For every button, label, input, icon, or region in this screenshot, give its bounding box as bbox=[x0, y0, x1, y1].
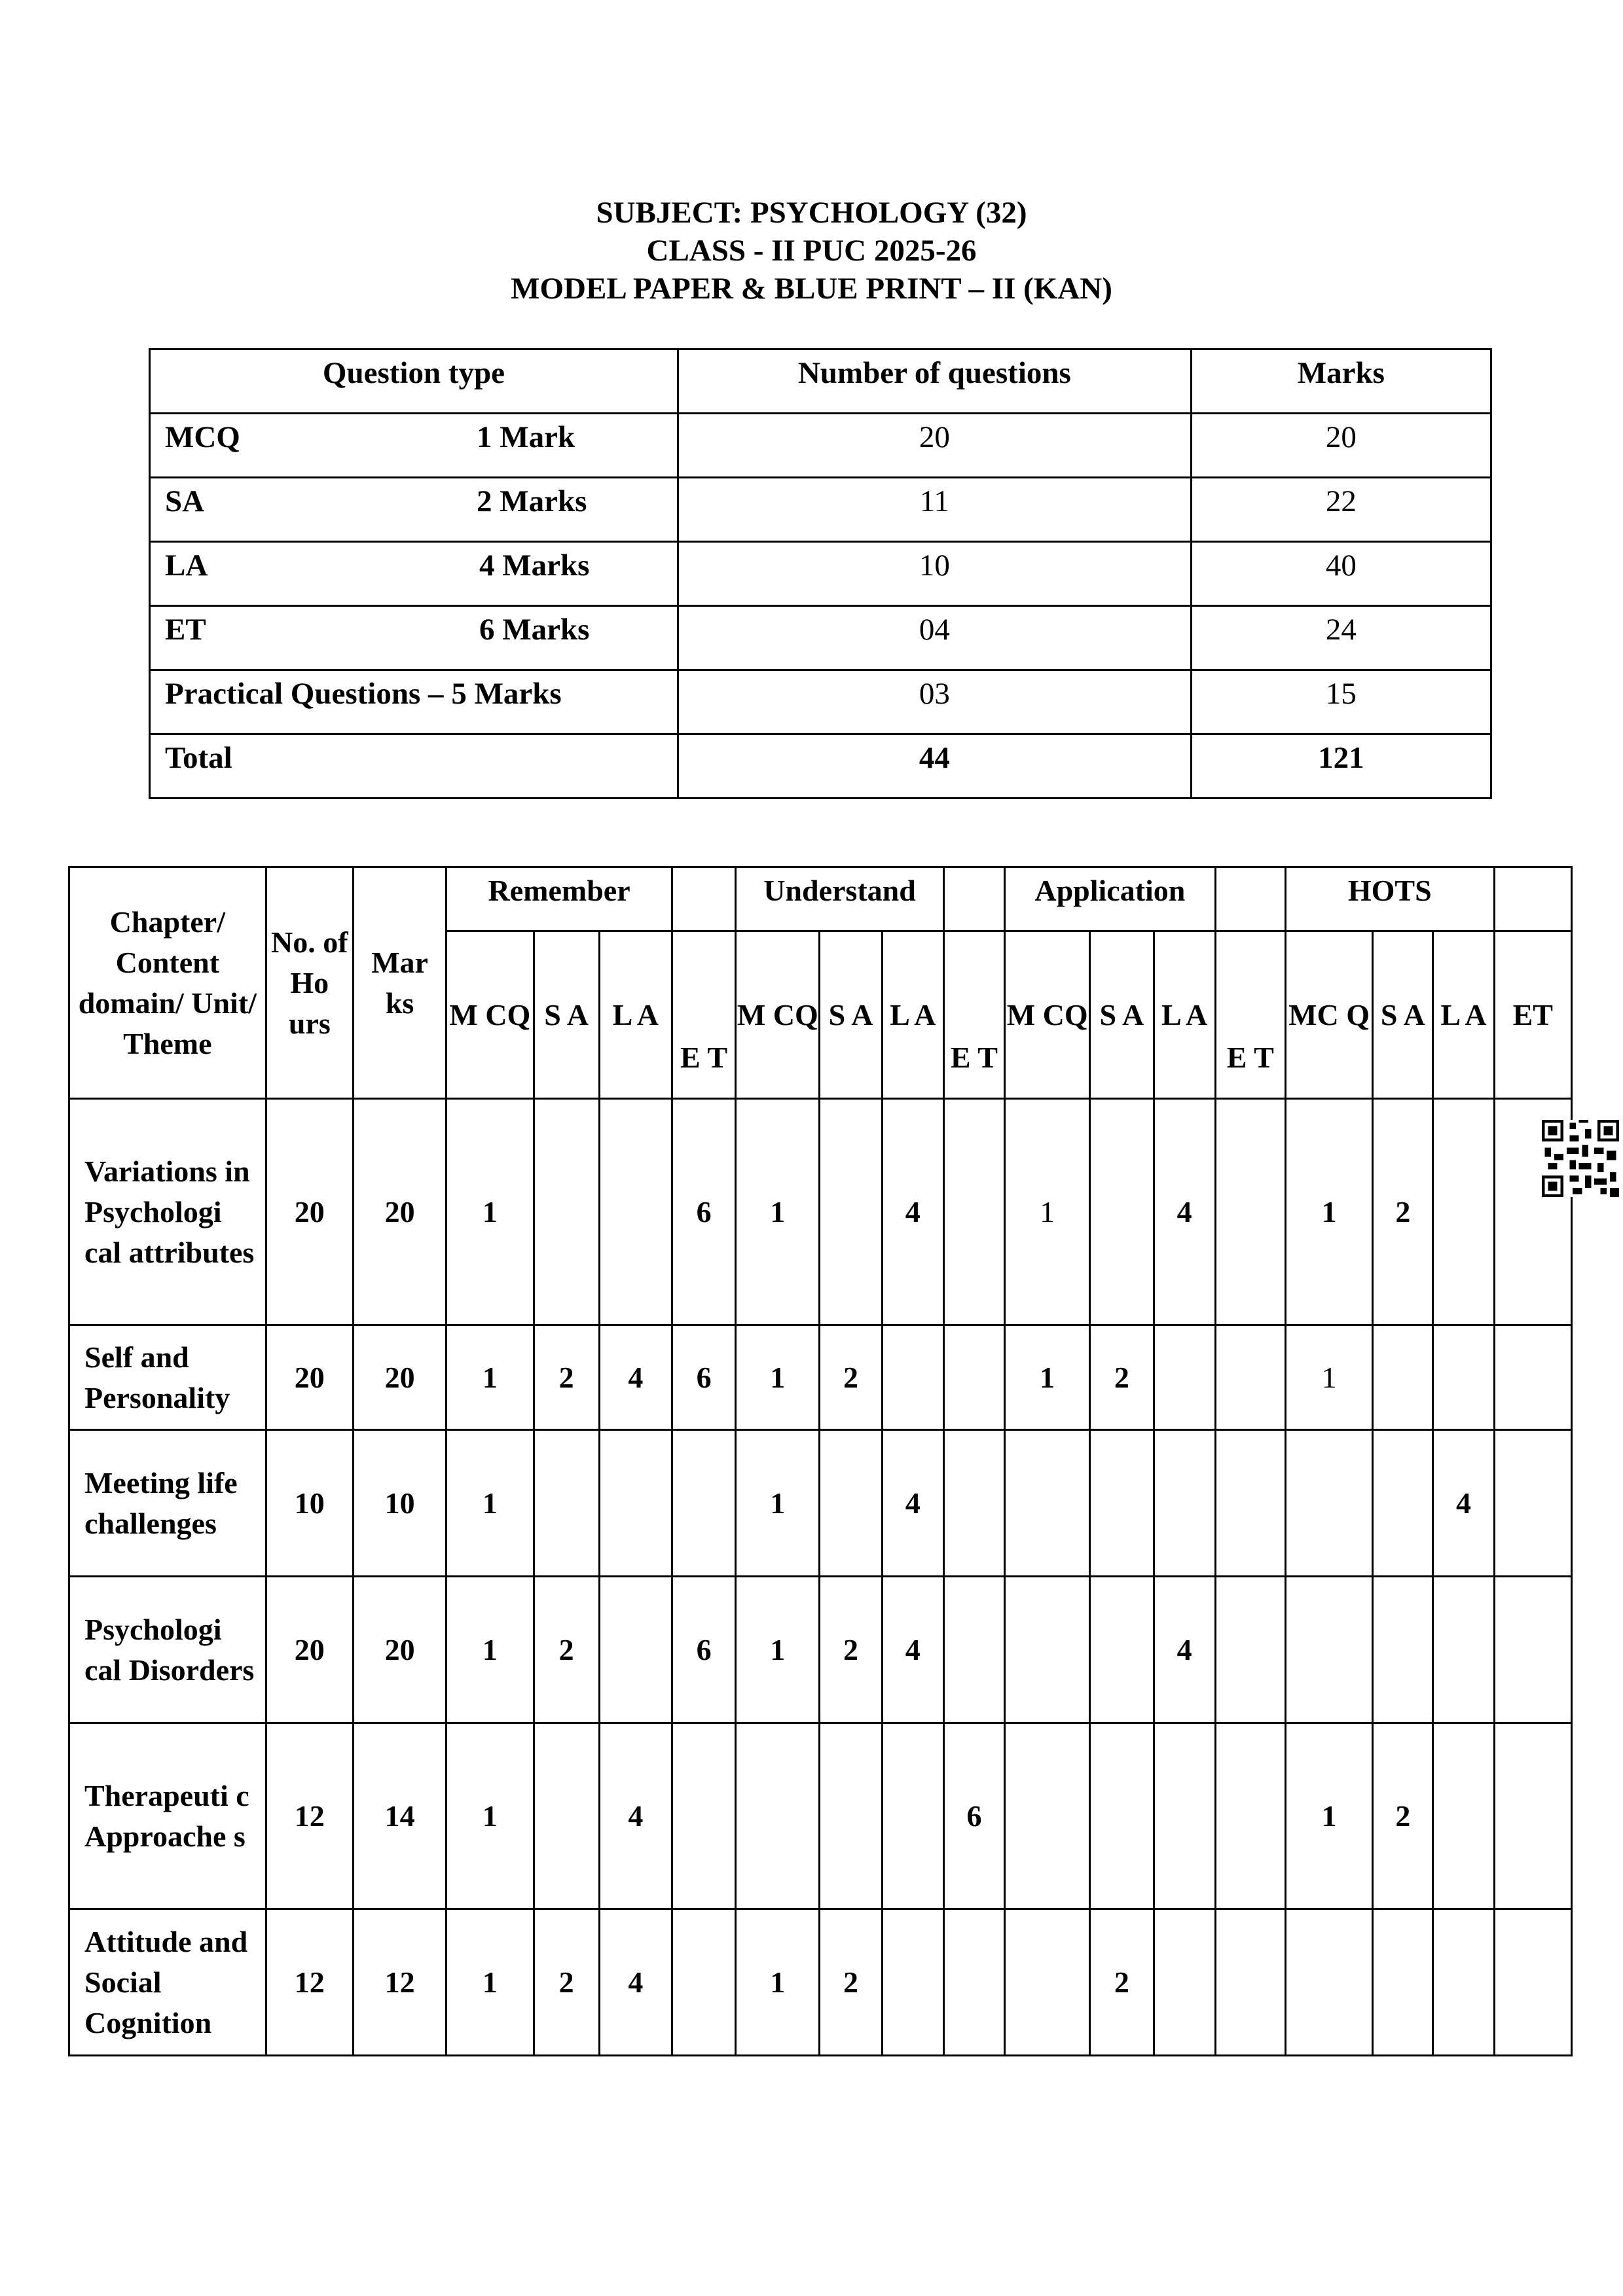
sub-la: L A bbox=[882, 931, 943, 1099]
header-marks: Marks bbox=[1191, 350, 1491, 414]
type-label: MCQ bbox=[165, 420, 240, 454]
sub-la: L A bbox=[1154, 931, 1215, 1099]
blueprint-cell bbox=[534, 1723, 599, 1909]
blueprint-cell: 2 bbox=[534, 1577, 599, 1723]
blueprint-cell: 2 bbox=[1373, 1099, 1433, 1325]
mark-label: 1 Mark bbox=[477, 420, 575, 454]
header-question-type: Question type bbox=[150, 350, 678, 414]
blueprint-cell bbox=[1373, 1909, 1433, 2056]
blueprint-cell: 4 bbox=[599, 1325, 672, 1430]
document-header bbox=[0, 194, 1623, 308]
blueprint-cell: 1 bbox=[447, 1723, 534, 1909]
blueprint-cell bbox=[1494, 1723, 1571, 1909]
hours-cell: 12 bbox=[266, 1723, 353, 1909]
sub-sa: S A bbox=[534, 931, 599, 1099]
sub-la: L A bbox=[1433, 931, 1494, 1099]
blueprint-cell bbox=[882, 1909, 943, 2056]
sub-et: E T bbox=[1215, 931, 1285, 1099]
blueprint-cell bbox=[943, 1099, 1004, 1325]
table-row bbox=[150, 606, 1491, 670]
blueprint-cell: 1 bbox=[1005, 1325, 1090, 1430]
blueprint-cell bbox=[1090, 1577, 1154, 1723]
question-count: 03 bbox=[678, 670, 1191, 734]
blueprint-cell bbox=[1154, 1325, 1215, 1430]
blueprint-cell bbox=[1433, 1577, 1494, 1723]
blueprint-cell bbox=[1373, 1430, 1433, 1577]
blueprint-cell: 4 bbox=[882, 1099, 943, 1325]
blueprint-cell bbox=[1005, 1577, 1090, 1723]
marks-cell: 20 bbox=[353, 1325, 446, 1430]
paper-title: MODEL PAPER & BLUE PRINT – II (KAN) bbox=[511, 272, 1112, 306]
qr-code-icon bbox=[1542, 1120, 1619, 1197]
question-type bbox=[150, 478, 678, 542]
type-label: SA bbox=[165, 484, 205, 518]
blueprint-cell bbox=[943, 1577, 1004, 1723]
blueprint-cell: 1 bbox=[1285, 1723, 1372, 1909]
header-blank bbox=[1215, 867, 1285, 931]
blueprint-cell bbox=[1285, 1430, 1372, 1577]
hours-cell: 10 bbox=[266, 1430, 353, 1577]
blueprint-cell: 1 bbox=[447, 1909, 534, 2056]
table-row bbox=[150, 670, 1491, 734]
header-understand: Understand bbox=[736, 867, 944, 931]
blueprint-cell bbox=[943, 1909, 1004, 2056]
blueprint-cell: 4 bbox=[1154, 1099, 1215, 1325]
header-hours: No. of Ho urs bbox=[266, 867, 353, 1099]
chapter-name: Psychologi cal Disorders bbox=[69, 1577, 266, 1723]
question-marks: 15 bbox=[1191, 670, 1491, 734]
blueprint-cell bbox=[1494, 1325, 1571, 1430]
blueprint-cell bbox=[1215, 1723, 1285, 1909]
chapter-name: Self and Personality bbox=[69, 1325, 266, 1430]
blueprint-cell: 2 bbox=[1090, 1325, 1154, 1430]
question-count: 04 bbox=[678, 606, 1191, 670]
blueprint-cell bbox=[943, 1325, 1004, 1430]
table-row bbox=[150, 478, 1491, 542]
table-row bbox=[150, 414, 1491, 478]
table-row bbox=[69, 1909, 1572, 2056]
hours-cell: 20 bbox=[266, 1099, 353, 1325]
hours-cell: 20 bbox=[266, 1577, 353, 1723]
sub-sa: S A bbox=[1090, 931, 1154, 1099]
blueprint-cell: 4 bbox=[1154, 1577, 1215, 1723]
blueprint-cell: 2 bbox=[820, 1577, 882, 1723]
blueprint-cell bbox=[1154, 1723, 1215, 1909]
sub-mcq: M CQ bbox=[1005, 931, 1090, 1099]
blueprint-cell: 6 bbox=[672, 1099, 735, 1325]
chapter-name: Meeting life challenges bbox=[69, 1430, 266, 1577]
blueprint-cell: 2 bbox=[534, 1325, 599, 1430]
blueprint-cell: 1 bbox=[447, 1099, 534, 1325]
class-title: CLASS - II PUC 2025-26 bbox=[646, 234, 977, 268]
blueprint-cell: 4 bbox=[599, 1909, 672, 2056]
question-type bbox=[150, 670, 678, 734]
mark-label: 6 Marks bbox=[479, 613, 590, 647]
question-type bbox=[150, 606, 678, 670]
blueprint-cell bbox=[1494, 1430, 1571, 1577]
blueprint-table bbox=[68, 866, 1573, 2056]
sub-mcq: M CQ bbox=[447, 931, 534, 1099]
table-row bbox=[69, 1325, 1572, 1430]
question-type bbox=[150, 542, 678, 606]
header-chapter: Chapter/ Content domain/ Unit/ Theme bbox=[69, 867, 266, 1099]
blueprint-cell bbox=[1215, 1430, 1285, 1577]
subject-title: SUBJECT: PSYCHOLOGY (32) bbox=[596, 196, 1027, 230]
marks-cell: 10 bbox=[353, 1430, 446, 1577]
blueprint-cell bbox=[1090, 1723, 1154, 1909]
blueprint-cell: 4 bbox=[1433, 1430, 1494, 1577]
hours-cell: 20 bbox=[266, 1325, 353, 1430]
question-marks: 22 bbox=[1191, 478, 1491, 542]
question-count: 11 bbox=[678, 478, 1191, 542]
chapter-name: Variations in Psychologi cal attributes bbox=[69, 1099, 266, 1325]
blueprint-cell bbox=[820, 1430, 882, 1577]
blueprint-header-row bbox=[69, 867, 1572, 931]
blueprint-cell bbox=[534, 1430, 599, 1577]
table-row bbox=[69, 1723, 1572, 1909]
blueprint-cell: 2 bbox=[1373, 1723, 1433, 1909]
total-label: Total bbox=[150, 734, 678, 798]
header-blank bbox=[672, 867, 735, 931]
blueprint-cell: 2 bbox=[534, 1909, 599, 2056]
blueprint-cell bbox=[672, 1909, 735, 2056]
question-summary-table bbox=[149, 348, 1492, 799]
chapter-name: Attitude and Social Cognition bbox=[69, 1909, 266, 2056]
blueprint-cell: 2 bbox=[820, 1909, 882, 2056]
blueprint-cell bbox=[1090, 1099, 1154, 1325]
mark-label: 4 Marks bbox=[479, 548, 590, 583]
blueprint-cell bbox=[736, 1723, 820, 1909]
blueprint-cell: 1 bbox=[736, 1099, 820, 1325]
blueprint-cell bbox=[1285, 1577, 1372, 1723]
blueprint-cell bbox=[1373, 1325, 1433, 1430]
blueprint-cell bbox=[820, 1723, 882, 1909]
header-blank bbox=[1494, 867, 1571, 931]
blueprint-cell: 6 bbox=[672, 1325, 735, 1430]
sub-et: E T bbox=[672, 931, 735, 1099]
blueprint-cell: 1 bbox=[736, 1430, 820, 1577]
blueprint-cell: 1 bbox=[447, 1577, 534, 1723]
table-row bbox=[69, 1099, 1572, 1325]
blueprint-cell bbox=[599, 1430, 672, 1577]
blueprint-cell: 4 bbox=[599, 1723, 672, 1909]
blueprint-cell bbox=[1494, 1909, 1571, 2056]
blueprint-cell bbox=[1005, 1909, 1090, 2056]
blueprint-cell: 1 bbox=[447, 1430, 534, 1577]
blueprint-cell: 2 bbox=[820, 1325, 882, 1430]
blueprint-cell bbox=[882, 1325, 943, 1430]
chapter-name: Therapeuti c Approache s bbox=[69, 1723, 266, 1909]
header-blank bbox=[943, 867, 1004, 931]
blueprint-cell bbox=[1433, 1325, 1494, 1430]
header-remember: Remember bbox=[447, 867, 672, 931]
mark-label: 2 Marks bbox=[477, 484, 587, 518]
question-type bbox=[150, 414, 678, 478]
blueprint-cell bbox=[1154, 1909, 1215, 2056]
blueprint-cell bbox=[1005, 1430, 1090, 1577]
blueprint-cell bbox=[1433, 1099, 1494, 1325]
blueprint-cell: 1 bbox=[1285, 1099, 1372, 1325]
question-marks: 40 bbox=[1191, 542, 1491, 606]
header-marks: Mar ks bbox=[353, 867, 446, 1099]
marks-cell: 20 bbox=[353, 1099, 446, 1325]
sub-la: L A bbox=[599, 931, 672, 1099]
sub-mcq: M CQ bbox=[736, 931, 820, 1099]
blueprint-cell bbox=[1090, 1430, 1154, 1577]
blueprint-cell bbox=[1215, 1325, 1285, 1430]
blueprint-cell bbox=[1433, 1723, 1494, 1909]
blueprint-cell: 6 bbox=[943, 1723, 1004, 1909]
sub-et: ET bbox=[1494, 931, 1571, 1099]
sub-mcq: MC Q bbox=[1285, 931, 1372, 1099]
header-application: Application bbox=[1005, 867, 1216, 931]
blueprint-cell bbox=[1215, 1099, 1285, 1325]
total-count: 44 bbox=[678, 734, 1191, 798]
blueprint-cell bbox=[1285, 1909, 1372, 2056]
table-row bbox=[69, 1577, 1572, 1723]
blueprint-cell bbox=[599, 1577, 672, 1723]
blueprint-cell: 1 bbox=[1285, 1325, 1372, 1430]
total-row bbox=[150, 734, 1491, 798]
question-count: 20 bbox=[678, 414, 1191, 478]
blueprint-cell bbox=[1373, 1577, 1433, 1723]
marks-cell: 20 bbox=[353, 1577, 446, 1723]
blueprint-cell: 1 bbox=[736, 1909, 820, 2056]
question-count: 10 bbox=[678, 542, 1191, 606]
table-row bbox=[150, 542, 1491, 606]
blueprint-cell bbox=[1215, 1577, 1285, 1723]
question-marks: 20 bbox=[1191, 414, 1491, 478]
table-header-row bbox=[150, 350, 1491, 414]
blueprint-cell bbox=[1215, 1909, 1285, 2056]
header-number-of-questions: Number of questions bbox=[678, 350, 1191, 414]
blueprint-cell: 2 bbox=[1090, 1909, 1154, 2056]
blueprint-cell bbox=[882, 1723, 943, 1909]
blueprint-cell bbox=[672, 1723, 735, 1909]
blueprint-cell bbox=[820, 1099, 882, 1325]
blueprint-cell: 1 bbox=[736, 1325, 820, 1430]
marks-cell: 12 bbox=[353, 1909, 446, 2056]
marks-cell: 14 bbox=[353, 1723, 446, 1909]
table-row bbox=[69, 1430, 1572, 1577]
hours-cell: 12 bbox=[266, 1909, 353, 2056]
blueprint-cell bbox=[1154, 1430, 1215, 1577]
question-marks: 24 bbox=[1191, 606, 1491, 670]
mark-label: 5 Marks bbox=[451, 677, 562, 711]
blueprint-cell: 4 bbox=[882, 1430, 943, 1577]
type-label: Practical Questions – bbox=[165, 677, 444, 711]
blueprint-cell: 1 bbox=[736, 1577, 820, 1723]
blueprint-cell bbox=[1433, 1909, 1494, 2056]
type-label: ET bbox=[165, 613, 206, 647]
blueprint-cell bbox=[1005, 1723, 1090, 1909]
blueprint-cell bbox=[672, 1430, 735, 1577]
header-hots: HOTS bbox=[1285, 867, 1494, 931]
sub-sa: S A bbox=[820, 931, 882, 1099]
blueprint-cell bbox=[943, 1430, 1004, 1577]
blueprint-cell bbox=[599, 1099, 672, 1325]
blueprint-cell: 1 bbox=[447, 1325, 534, 1430]
blueprint-cell bbox=[1494, 1577, 1571, 1723]
blueprint-cell bbox=[534, 1099, 599, 1325]
blueprint-cell: 6 bbox=[672, 1577, 735, 1723]
blueprint-cell: 4 bbox=[882, 1577, 943, 1723]
blueprint-cell: 1 bbox=[1005, 1099, 1090, 1325]
type-label: LA bbox=[165, 548, 208, 583]
sub-et: E T bbox=[943, 931, 1004, 1099]
sub-sa: S A bbox=[1373, 931, 1433, 1099]
total-marks: 121 bbox=[1191, 734, 1491, 798]
